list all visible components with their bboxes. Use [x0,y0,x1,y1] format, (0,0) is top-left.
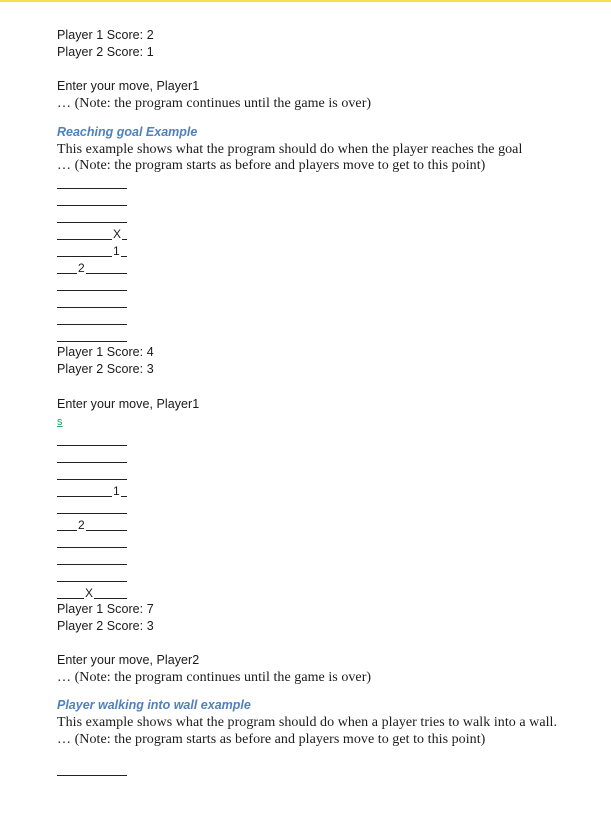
board-row [57,295,127,308]
player2-score: Player 2 Score: 1 [57,45,154,59]
board-row [57,763,127,776]
board-row [57,312,127,325]
player1-marker: 1 [113,244,120,258]
board-row [57,501,127,514]
player2-marker: 2 [78,518,85,532]
goal-marker: X [113,227,122,241]
board-row [57,329,127,342]
player1-marker: 1 [113,484,120,498]
player1-score: Player 1 Score: 4 [57,345,154,359]
board-row [57,261,127,274]
board-row [57,518,127,531]
player1-score: Player 1 Score: 2 [57,28,154,42]
note-text: … (Note: the program continues until the game is over) [57,670,372,685]
section-heading-reaching-goal: Reaching goal Example [57,125,198,139]
board-row [57,244,127,257]
board-row [57,569,127,582]
player2-score: Player 2 Score: 3 [57,362,154,376]
section-description: This example shows what the program should do when a player tries to walk into a wall. [57,715,558,730]
section-heading-wall: Player walking into wall example [57,698,251,712]
note-text: … (Note: the program continues until the game is over) [57,96,372,111]
board-row [57,433,127,446]
player2-marker: 2 [78,261,85,275]
player2-score: Player 2 Score: 3 [57,619,154,633]
board-row [57,467,127,480]
note-text: … (Note: the program starts as before and players move to get to this point) [57,732,486,747]
board-row [57,535,127,548]
player-input-text: s [57,416,63,428]
board-row [57,176,127,189]
board-row [57,210,127,223]
goal-marker: X [85,586,94,600]
board-row [57,450,127,463]
board-row [57,586,127,599]
board-row [57,227,127,240]
section-description: This example shows what the program should do when the player reaches the goal [57,142,523,157]
move-prompt: Enter your move, Player1 [57,397,200,411]
move-prompt: Enter your move, Player1 [57,79,200,93]
player1-score: Player 1 Score: 7 [57,602,154,616]
page-top-border [0,0,611,2]
board-row [57,552,127,565]
board-row [57,484,127,497]
note-text: … (Note: the program starts as before and players move to get to this point) [57,158,486,173]
move-prompt: Enter your move, Player2 [57,653,200,667]
board-row [57,193,127,206]
board-row [57,278,127,291]
